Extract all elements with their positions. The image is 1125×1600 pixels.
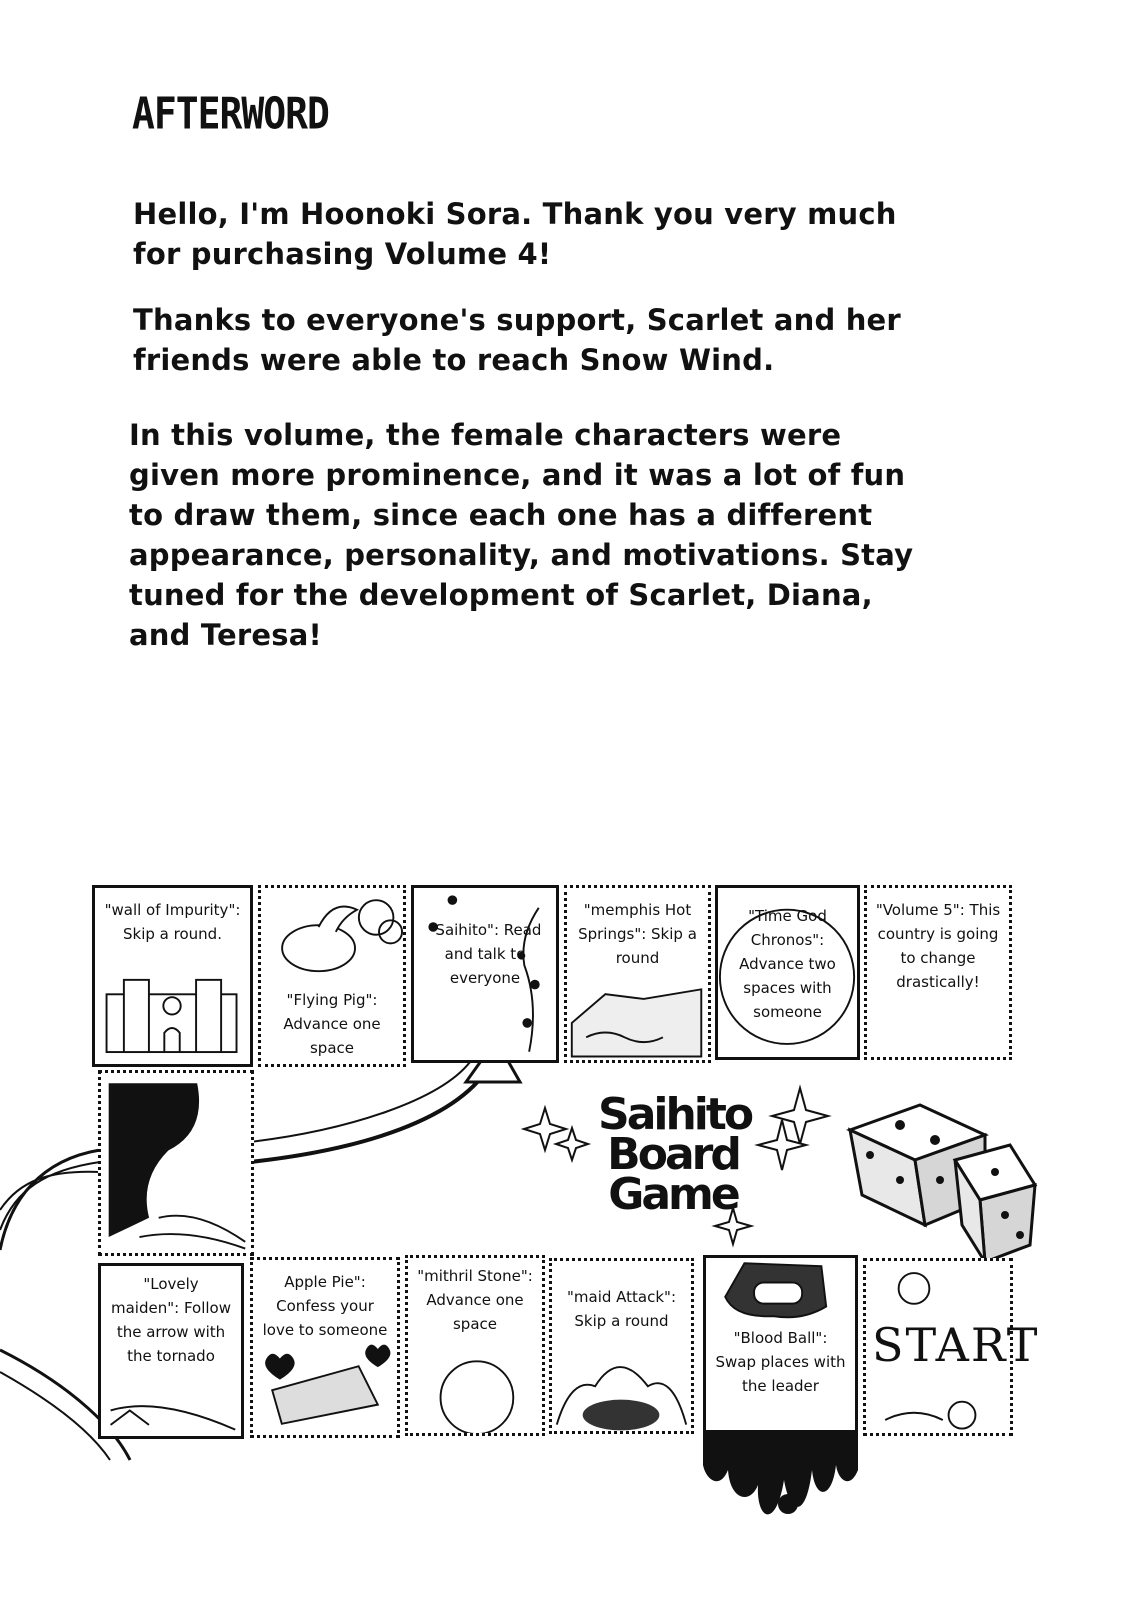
board-square-time-god-chronos [715,885,860,1060]
board-square-lovely-maiden [98,1263,244,1439]
square-label: "Volume 5": This country is going to change drastically! [875,901,1001,991]
board-square-volume-5 [864,885,1012,1060]
board-square-flying-pig [258,885,406,1067]
board-title-line: Board [607,1129,739,1180]
board-title-line: Game [608,1169,738,1220]
board-square-mithril-stone [405,1255,545,1436]
board-title-line: Saihito [598,1089,752,1140]
afterword-title: AFTERWORD [132,88,329,139]
square-label: "memphis Hot Springs": Skip a round [578,901,697,967]
afterword-paragraph-volume: In this volume, the female characters were given more prominence, and it was a lot of fun to draw them, since each one has a different appearance, personality, and motivations. Stay tuned for the development of Scarlet, Diana, and Teresa! [129,418,914,652]
square-label: "Blood Ball": Swap places with the leader [715,1329,846,1395]
board-square-memphis-hot-springs [564,885,711,1063]
board-square-maid-attack [549,1258,694,1434]
square-label: "Lovely maiden": Follow the arrow with the tornado [111,1275,231,1365]
square-label: "Time God Chronos": Advance two spaces with someone [739,907,836,1021]
square-label: "Flying Pig": Advance one space [283,991,381,1057]
board-square-wall-of-impurity [92,885,253,1067]
board-square-blood-ball [703,1255,858,1433]
board-game-title [598,1089,752,1220]
board-square-tornado [98,1070,254,1256]
square-label: "mithril Stone": Advance one space [417,1267,533,1333]
afterword-paragraph-greeting: Hello, I'm Hoonoki Sora. Thank you very much for purchasing Volume 4! [133,197,897,271]
start-label: START [872,1318,1040,1372]
square-label: Apple Pie": Confess your love to someone [262,1273,388,1339]
square-label: "maid Attack": Skip a round [567,1288,676,1330]
square-label: "wall of Impurity": Skip a round. [104,901,241,943]
board-square-apple-pie [250,1257,400,1438]
tornado-illustration [101,1073,251,1253]
afterword-paragraph-thanks: Thanks to everyone's support, Scarlet and her friends were able to reach Snow Wind. [133,303,901,377]
board-square-saihito [411,885,559,1063]
square-label: "Saihito": Read and talk to everyone [428,921,542,987]
